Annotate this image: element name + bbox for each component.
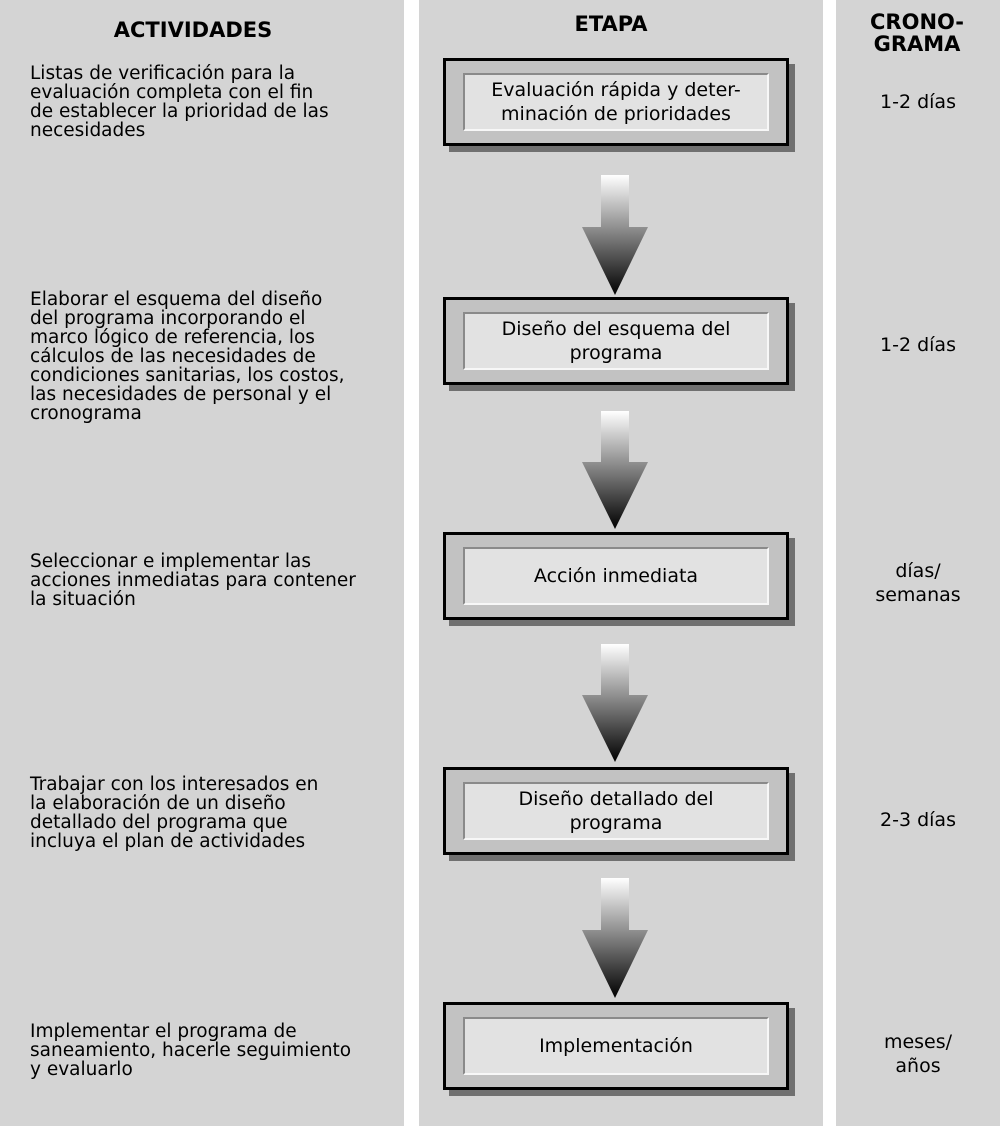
- schedule-value-1: 1-2 días: [880, 91, 956, 113]
- activity-text-4: Trabajar con los interesados en la elaboración de un diseño detallado del programa que incluya el plan de actividades: [30, 774, 319, 852]
- down-arrow-icon: [582, 878, 648, 998]
- down-arrow-icon: [582, 644, 648, 762]
- schedule-value-4: 2-3 días: [880, 809, 956, 831]
- schedule-value-5: meses/ años: [883, 1031, 953, 1077]
- down-arrow-icon: [582, 175, 648, 295]
- stage-box-3: [443, 532, 789, 620]
- stage-label-2: Diseño del esquema del programa: [501, 318, 731, 364]
- stage-box-face: [463, 1017, 769, 1075]
- schedule-header: CRONO- GRAMA: [870, 10, 964, 56]
- stage-box-face: [463, 73, 769, 131]
- stage-box-face: [463, 782, 769, 840]
- stage-header: ETAPA: [574, 12, 648, 36]
- stage-label-1: Evaluación rápida y deter- minación de prioridades: [491, 79, 741, 125]
- activities-header: ACTIVIDADES: [113, 18, 273, 42]
- stage-box-face: [463, 312, 769, 370]
- down-arrow-icon: [582, 411, 648, 529]
- stage-label-5: Implementación: [539, 1035, 693, 1057]
- schedule-value-3: días/ semanas: [875, 560, 961, 606]
- stage-box-4: [443, 767, 789, 855]
- stage-box-5: [443, 1002, 789, 1090]
- activity-text-3: Seleccionar e implementar las acciones inmediatas para contener la situación: [30, 551, 356, 610]
- activity-text-1: Listas de verificación para la evaluación completa con el fin de establecer la prioridad de las necesidades: [30, 63, 329, 141]
- stage-label-3: Acción inmediata: [533, 565, 699, 587]
- stage-label-4: Diseño detallado del programa: [518, 788, 714, 834]
- stage-box-2: [443, 297, 789, 385]
- activity-text-5: Implementar el programa de saneamiento, hacerle seguimiento y evaluarlo: [30, 1021, 352, 1080]
- stage-box-face: [463, 547, 769, 605]
- stage-box-1: [443, 58, 789, 146]
- activity-text-2: Elaborar el esquema del diseño del programa incorporando el marco lógico de referencia, los cálculos de las necesidades de condiciones sanitarias, los costos, las necesidades de personal y el cronograma: [30, 289, 345, 424]
- schedule-value-2: 1-2 días: [880, 334, 956, 356]
